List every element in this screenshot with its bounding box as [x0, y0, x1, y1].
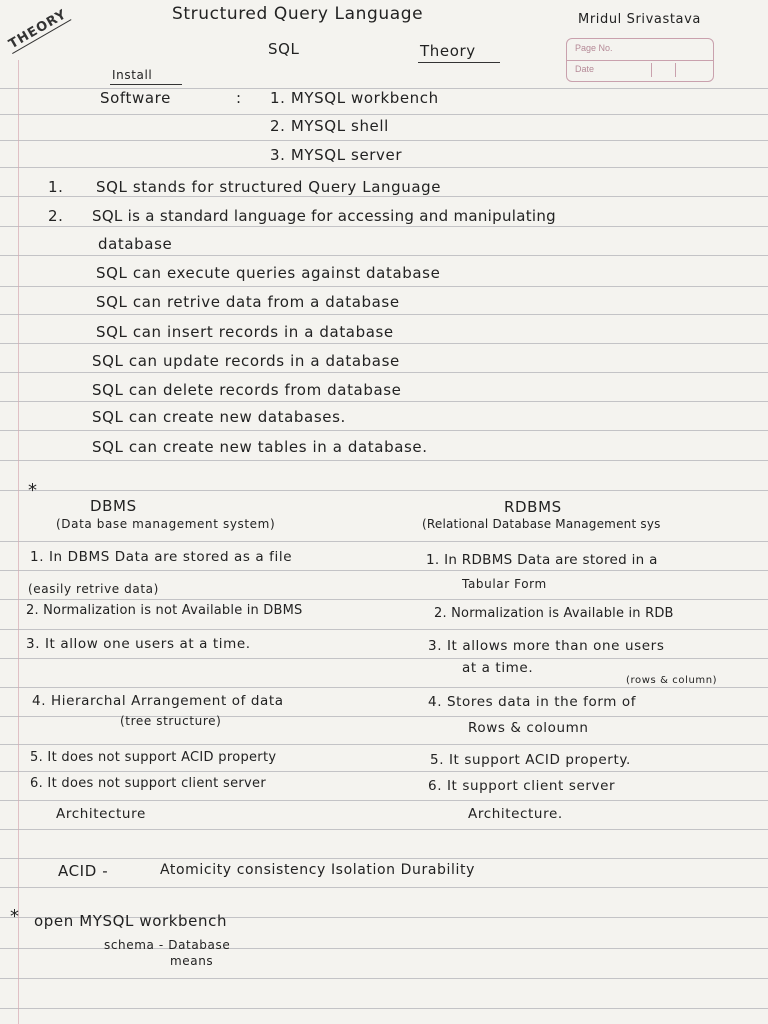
ruled-line: [0, 800, 768, 801]
subtitle-underline: [418, 62, 500, 63]
dbms-heading: DBMS: [90, 497, 137, 515]
sql-capability: SQL can create new databases.: [92, 408, 346, 426]
subtitle-left: SQL: [268, 40, 300, 58]
page-number-box: [566, 38, 714, 82]
rdbms-subheading: (Relational Database Management sys: [422, 517, 661, 531]
ruled-line: [0, 490, 768, 491]
ruled-line: [0, 887, 768, 888]
ruled-line: [0, 343, 768, 344]
software-label: Software: [100, 89, 171, 107]
rdbms-heading: RDBMS: [504, 498, 562, 516]
rdbms-point: 3. It allows more than one users: [428, 638, 665, 654]
sql-point-continued: database: [98, 235, 173, 253]
sql-capability: SQL can insert records in a database: [96, 323, 394, 341]
ruled-line: [0, 460, 768, 461]
ruled-line: [0, 687, 768, 688]
rdbms-point-annotation: (rows & column): [626, 675, 718, 686]
install-underline: [110, 84, 182, 85]
dbms-point-note: (easily retrive data): [28, 582, 159, 596]
ruled-line: [0, 570, 768, 571]
ruled-line: [0, 541, 768, 542]
ruled-line: [0, 372, 768, 373]
ruled-line: [0, 114, 768, 115]
dbms-subheading: (Data base management system): [56, 517, 276, 531]
sql-capability: SQL can delete records from database: [92, 381, 402, 399]
rdbms-point: 2. Normalization is Available in RDB: [434, 606, 674, 621]
corner-tag: THEORY: [5, 6, 72, 54]
acid-label: ACID -: [58, 862, 109, 880]
rdbms-point: 6. It support client server: [428, 778, 616, 794]
dbms-point: 4. Hierarchal Arrangement of data: [32, 693, 284, 709]
margin-line: [18, 60, 19, 1024]
rdbms-point: 1. In RDBMS Data are stored in a: [426, 552, 658, 568]
sql-capability: SQL can execute queries against database: [96, 264, 441, 282]
workbench-note: open MYSQL workbench: [34, 912, 228, 930]
ruled-line: [0, 167, 768, 168]
author-name: Mridul Srivastava: [578, 12, 701, 27]
date-label: Date: [575, 64, 595, 74]
ruled-line: [0, 140, 768, 141]
star-bullet: *: [10, 906, 20, 927]
install-item: 1. MYSQL workbench: [270, 89, 439, 107]
dbms-point-continued: Architecture: [56, 806, 146, 822]
install-item: 2. MYSQL shell: [270, 117, 389, 135]
ruled-line: [0, 829, 768, 830]
ruled-line: [0, 226, 768, 227]
install-label: Install: [112, 68, 153, 82]
ruled-line: [0, 196, 768, 197]
ruled-line: [0, 286, 768, 287]
ruled-line: [0, 744, 768, 745]
ruled-line: [0, 716, 768, 717]
rdbms-point-continued: Architecture.: [468, 806, 563, 822]
ruled-line: [0, 430, 768, 431]
ruled-line: [0, 1008, 768, 1009]
ruled-line: [0, 599, 768, 600]
rdbms-point-continued: at a time.: [462, 660, 534, 676]
rdbms-point-continued: Rows & coloumn: [468, 720, 589, 736]
ruled-line: [0, 858, 768, 859]
schema-means-note: means: [170, 954, 214, 968]
star-bullet: *: [28, 480, 38, 501]
subtitle-right: Theory: [420, 42, 476, 60]
install-item: 3. MYSQL server: [270, 146, 403, 164]
rdbms-point-note: Tabular Form: [462, 577, 547, 591]
dbms-point: 1. In DBMS Data are stored as a file: [30, 549, 293, 565]
sql-point: SQL is a standard language for accessing and manipulating: [92, 207, 557, 225]
ruled-line: [0, 314, 768, 315]
ruled-line: [0, 978, 768, 979]
sql-capability: SQL can update records in a database: [92, 352, 400, 370]
dbms-point: 3. It allow one users at a time.: [26, 636, 251, 652]
dbms-point: 2. Normalization is not Available in DBMS: [26, 603, 303, 618]
dbms-point-note: (tree structure): [120, 714, 222, 728]
acid-definition: Atomicity consistency Isolation Durability: [160, 862, 475, 878]
point-number: 1.: [48, 178, 64, 196]
sql-capability: SQL can retrive data from a database: [96, 293, 400, 311]
page-title: Structured Query Language: [172, 4, 424, 24]
ruled-line: [0, 401, 768, 402]
point-number: 2.: [48, 207, 64, 225]
rdbms-point: 4. Stores data in the form of: [428, 694, 637, 710]
sql-capability: SQL can create new tables in a database.: [92, 438, 428, 456]
page-no-label: Page No.: [575, 43, 613, 53]
schema-note: schema - Database: [104, 938, 231, 952]
ruled-line: [0, 658, 768, 659]
ruled-line: [0, 771, 768, 772]
software-colon: :: [236, 89, 242, 107]
sql-point: SQL stands for structured Query Language: [96, 178, 442, 196]
ruled-line: [0, 255, 768, 256]
rdbms-point: 5. It support ACID property.: [430, 752, 631, 768]
ruled-line: [0, 629, 768, 630]
dbms-point: 6. It does not support client server: [30, 776, 266, 791]
dbms-point: 5. It does not support ACID property: [30, 750, 277, 765]
